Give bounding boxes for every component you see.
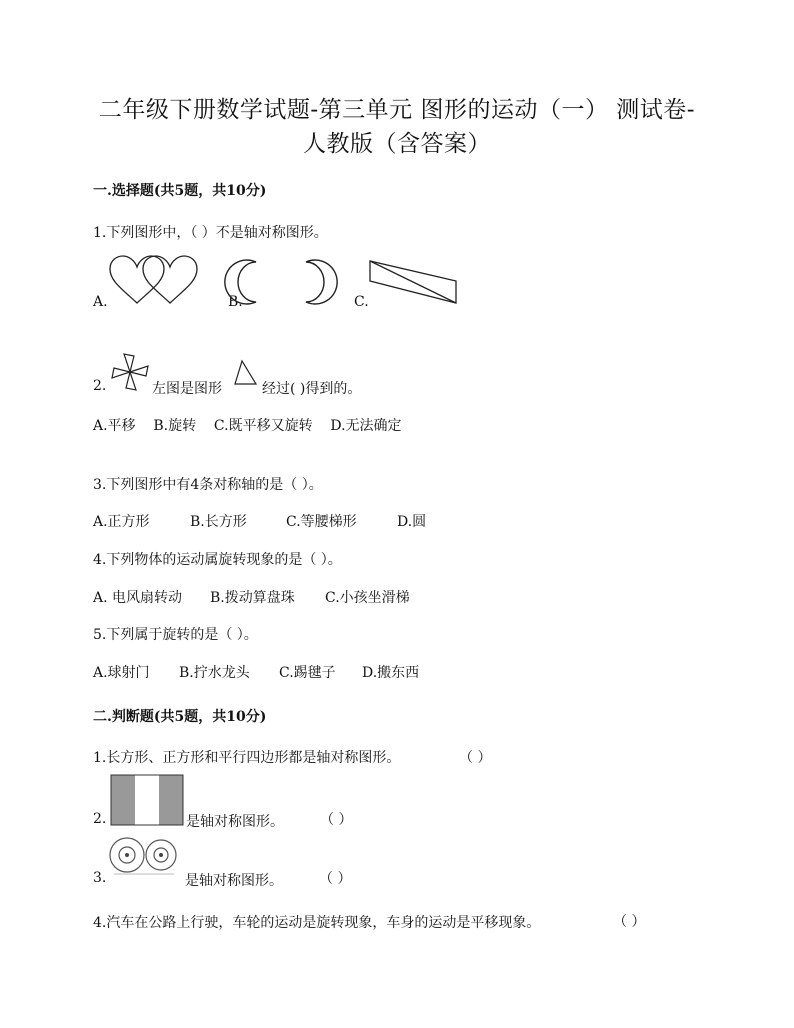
pinwheel-figure — [110, 352, 150, 392]
section-heading-judgement: 二.判断题(共5题，共10分) — [93, 709, 267, 725]
question-2-options: A.平移 B.旋转 C.既平移又旋转 D.无法确定 — [93, 418, 402, 434]
question-1-text: 1.下列图形中，（ ）不是轴对称图形。 — [93, 225, 328, 241]
q3-option-a: A.正方形 — [93, 514, 150, 530]
q4-option-a: A. 电风扇转动 — [93, 590, 183, 606]
page-title-line2: 人教版（含答案） — [303, 131, 491, 157]
q5-option-b: B.拧水龙头 — [179, 665, 250, 681]
q3-option-b: B.长方形 — [190, 514, 247, 530]
striped-rectangle-figure — [110, 774, 184, 826]
judge-2-answer-paren: （ ） — [320, 812, 353, 828]
judge-4-text: 4.汽车在公路上行驶，车轮的运动是旋转现象，车身的运动是平移现象。 — [93, 915, 541, 931]
judge-2-number: 2. — [93, 811, 107, 827]
question-2-text-end: 经过( )得到的。 — [262, 381, 362, 397]
two-crescents-figure — [240, 258, 325, 308]
judge-1-answer-paren: （ ） — [459, 750, 492, 766]
triangle-figure — [234, 360, 258, 386]
judge-3-answer-paren: （ ） — [319, 871, 352, 887]
question-2-number: 2. — [93, 378, 107, 394]
concentric-circles-figure — [108, 836, 184, 876]
q4-option-b: B.拨动算盘珠 — [210, 590, 295, 606]
q5-option-a: A.球射门 — [93, 665, 150, 681]
section-heading-choice: 一.选择题(共5题，共10分) — [93, 183, 267, 199]
judge-3-number: 3. — [93, 870, 107, 886]
question-4-text: 4.下列物体的运动属旋转现象的是（ ）。 — [93, 552, 342, 568]
q5-option-d: D.搬东西 — [362, 665, 420, 681]
rectangle-with-diagonal-figure — [368, 259, 460, 307]
judge-4-answer-paren: （ ） — [613, 914, 646, 930]
q3-option-d: D.圆 — [397, 514, 427, 530]
question-5-text: 5.下列属于旋转的是（ ）。 — [93, 627, 258, 643]
judge-3-text: 是轴对称图形。 — [185, 873, 283, 889]
judge-1-text: 1.长方形、正方形和平行四边形都是轴对称图形。 — [93, 750, 401, 766]
question-3-text: 3.下列图形中有4条对称轴的是（ ）。 — [93, 477, 323, 493]
q1-option-a-label: A. — [93, 294, 108, 310]
q3-option-c: C.等腰梯形 — [286, 514, 357, 530]
question-2-text-mid: 左图是图形 — [152, 381, 222, 397]
q4-option-c: C.小孩坐滑梯 — [325, 590, 410, 606]
q5-option-c: C.踢毽子 — [279, 665, 336, 681]
page-title-line1: 二年级下册数学试题-第三单元 图形的运动（一） 测试卷- — [98, 97, 696, 123]
judge-2-text: 是轴对称图形。 — [186, 814, 284, 830]
q1-option-b-label: B. — [228, 294, 243, 310]
two-hearts-figure — [108, 255, 198, 305]
q1-option-c-label: C. — [354, 294, 369, 310]
